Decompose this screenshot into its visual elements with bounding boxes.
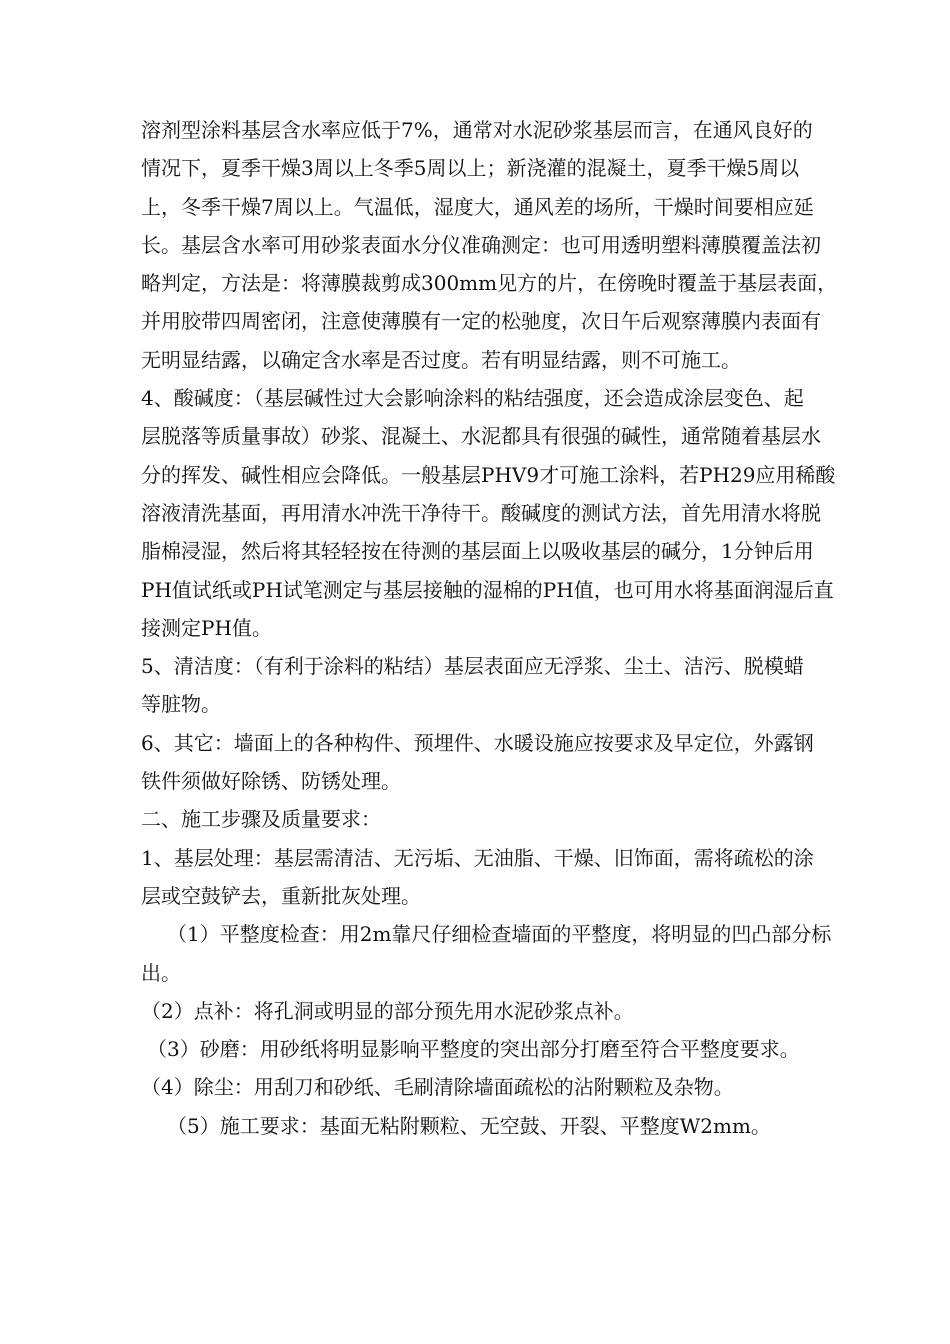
text-line: 无明显结露，以确定含水率是否过度。若有明显结露，则不可施工。 [141,347,741,372]
text-line: 长。基层含水率可用砂浆表面水分仪准确测定：也可用透明塑料薄膜覆盖法初 [141,232,821,257]
text-line: 脂棉浸湿，然后将其轻轻按在待测的基层面上以吸收基层的碱分，1分钟后用 [141,539,814,564]
text-line: 1、基层处理：基层需清洁、无污垢、无油脂、干燥、旧饰面，需将疏松的涂 [141,845,814,870]
text-line: 并用胶带四周密闭，注意使薄膜有一定的松驰度，次日午后观察薄膜内表面有 [141,309,821,334]
text-line: 略判定，方法是：将薄膜裁剪成300mm见方的片，在傍晚时覆盖于基层表面， [141,271,838,296]
text-line: 出。 [141,960,181,985]
text-line: （5）施工要求：基面无粘附颗粒、无空鼓、开裂、平整度W2mm。 [167,1113,771,1138]
text-line: （3）砂磨：用砂纸将明显影响平整度的突出部分打磨至符合平整度要求。 [147,1037,800,1062]
text-line: 4、酸碱度：（基层碱性过大会影响涂料的粘结强度，还会造成涂层变色、起 [141,386,804,411]
text-line: （4）除尘：用刮刀和砂纸、毛刷清除墙面疏松的沾附颗粒及杂物。 [141,1075,734,1100]
text-line: 铁件须做好除锈、防锈处理。 [141,769,401,794]
text-line: 5、清洁度：（有利于涂料的粘结）基层表面应无浮浆、尘土、洁污、脱模蜡 [141,654,804,679]
section-heading: 二、施工步骤及质量要求： [141,807,381,832]
document-body [141,111,911,1145]
text-line: 上，冬季干燥7周以上。气温低，湿度大，通风差的场所，干燥时间要相应延 [141,194,814,219]
text-line: 情况下，夏季干燥3周以上冬季5周以上；新浇灌的混凝土，夏季干燥5周以 [141,156,800,181]
text-line: 接测定PH值。 [141,615,272,640]
text-line: 层或空鼓铲去，重新批灰处理。 [141,883,421,908]
text-line: 分的挥发、碱性相应会降低。一般基层PHV9才可施工涂料，若PH29应用稀酸 [141,462,836,487]
text-line: （1）平整度检查：用2m靠尺仔细检查墙面的平整度，将明显的凹凸部分标 [167,922,832,947]
text-line: （2）点补：将孔洞或明显的部分预先用水泥砂浆点补。 [141,998,634,1023]
text-line: 溶剂型涂料基层含水率应低于7%，通常对水泥砂浆基层而言，在通风良好的 [141,118,813,142]
text-line: 层脱落等质量事故）砂浆、混凝土、水泥都具有很强的碱性，通常随着基层水 [141,424,821,449]
text-line: 等脏物。 [141,692,221,717]
text-line: 溶液清洗基面，再用清水冲洗干净待干。酸碱度的测试方法，首先用清水将脱 [141,500,821,525]
text-line: PH值试纸或PH试笔测定与基层接触的湿棉的PH值，也可用水将基面润湿后直 [141,577,834,602]
text-line: 6、其它：墙面上的各种构件、预埋件、水暖设施应按要求及早定位，外露钢 [141,730,814,755]
